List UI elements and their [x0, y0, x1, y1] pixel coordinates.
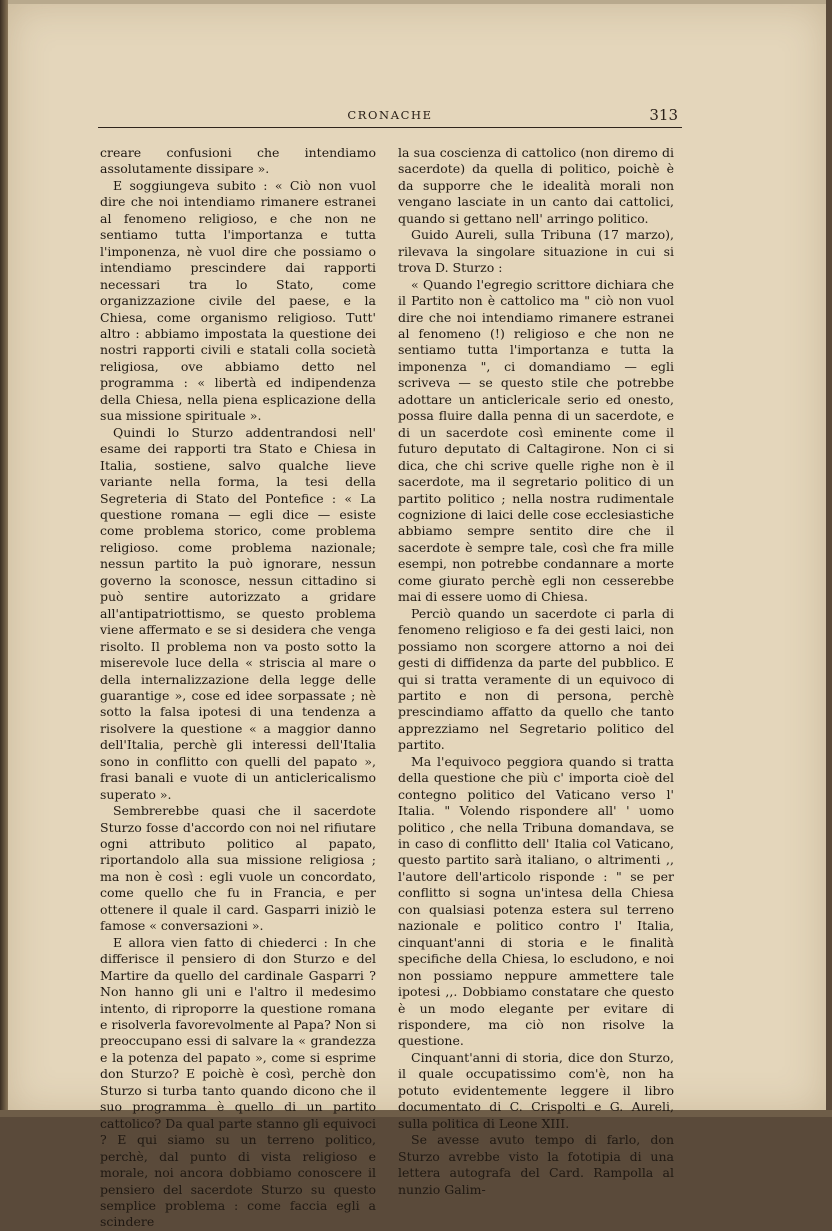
paragraph: Se avesse avuto tempo di farlo, don Sturzo avrebbe visto la fototipia di una lettera autografa del Card. Rampolla al nunzio Galim-: [398, 1132, 674, 1197]
paragraph: Guido Aureli, sulla Tribuna (17 marzo), rilevava la singolare situazione in cui si trova D. Sturzo :: [398, 227, 674, 276]
paragraph: Ma l'equivoco peggiora quando si tratta della questione che più c' importa cioè del contegno politico del Vaticano verso l' Italia. " Volendo rispondere all' ' uomo politico , che nella Tribuna domandava, se in caso di conflitto dell' Italia col Vaticano, questo partito sarà italiano, o altrimenti ,, l'autore dell'articolo risponde : " se per conflitto si sogna un'intesa della Chiesa con qualsiasi potenza estera sul terreno nazionale e politico contro l' Italia, cinquant'anni di storia e le finalità specifiche della Chiesa, lo escludono, e noi non possiamo neppure ammettere tale ipotesi ,,. Dobbiamo constatare che questo è un modo elegante per evitare di rispondere, ma ciò non risolve la questione.: [398, 753, 674, 1049]
paragraph: E soggiungeva subito : « Ciò non vuol dire che noi intendiamo rimanere estranei al fenomeno religioso, e che non ne sentiamo tutta l'importanza e tutta l'imponenza, nè vuol dire che possiamo o intendiamo prescindere dai rapporti necessari tra lo Stato, come organizzazione civile del paese, e la Chiesa, come organismo religioso. Tutt' altro : abbiamo impostata la questione dei nostri rapporti civili e statali colla società religiosa, ove abbiamo detto nel programma : « libertà ed indipendenza della Chiesa, nella piena esplicazione della sua missione spirituale ».: [100, 177, 376, 424]
paragraph: Perciò quando un sacerdote ci parla di fenomeno religioso e fa dei gesti laici, non possiamo non scorgere attorno a noi dei gesti di diffidenza da parte del pubblico. E qui si tratta veramente di un equivoco di partito e non di persona, perchè prescindiamo affatto da quello che tanto apprezziamo nel Segretario politico del partito.: [398, 605, 674, 753]
paragraph: Sembrerebbe quasi che il sacerdote Sturzo fosse d'accordo con noi nel rifiutare ogni attributo politico al papato, riportandolo alla sua missione religiosa ; ma non è così : egli vuole un concordato, come quello che fu in Francia, e per ottenere il quale il card. Gasparri iniziò le famose « conversazioni ».: [100, 803, 376, 934]
page-left-edge: [0, 0, 8, 1117]
paragraph: Quindi lo Sturzo addentrandosi nell' esame dei rapporti tra Stato e Chiesa in Italia, sostiene, salvo qualche lieve variante nella forma, la tesi della Segreteria di Stato del Pontefice : « La questione romana — egli dice — esiste come problema storico, come problema religioso. come problema nazionale; nessun partito la può ignorare, nessun governo la sconosce, nessun cittadino si può sentire autorizzato a gridare all'antipatriottismo, se questo problema viene affermato e se si desidera che venga risolto. Il problema non va posto sotto la miserevole luce della « striscia al mare o della internalizzazione della legge delle guarantige », cose ed idee sorpassate ; nè sotto la falsa ipotesi di una tendenza a risolvere la questione « a maggior danno dell'Italia, perchè gli interessi dell'Italia sono in conflitto con quelli del papato », frasi banali e vuote di un anticlericalismo superato ».: [100, 424, 376, 802]
paragraph: la sua coscienza di cattolico (non diremo di sacerdote) da quella di politico, poichè è da supporre che le idealità morali non vengano lasciate in un canto dai cattolici, quando si gettano nell' arringo politico.: [398, 145, 674, 226]
left-column: [100, 145, 376, 1231]
paragraph: creare confusioni che intendiamo assolutamente dissipare ».: [100, 145, 376, 177]
paragraph: Cinquant'anni di storia, dice don Sturzo, il quale occupatissimo com'è, non ha potuto evidentemente leggere il libro documentato di C. Crispolti e G. Aureli, sulla politica di Leone XIII.: [398, 1049, 674, 1131]
page-number: 313: [649, 106, 678, 124]
running-head: [98, 106, 682, 126]
right-column: [398, 145, 674, 1198]
paragraph: E allora vien fatto di chiederci : In che differisce il pensiero di don Sturzo e del Martire da quello del cardinale Gasparri ? Non hanno gli uni e l'altro il medesimo intento, di riproporre la questione romana e risolverla favorevolmente al Papa? Non si preoccupano essi di salvare la « grandezza e la potenza del papato », come si esprime don Sturzo? E poichè è così, perchè don Sturzo si turba tanto quando dicono che il suo programma è quello di un partito cattolico? Da qual parte stanno gli equivoci ? E qui siamo su un terreno politico, perchè, dal punto di vista religioso e morale, noi ancora dobbiamo conoscere il pensiero del sacerdote Sturzo su questo semplice problema : come faccia egli a scindere: [100, 934, 376, 1230]
running-title: CRONACHE: [347, 108, 433, 122]
paragraph: « Quando l'egregio scrittore dichiara che il Partito non è cattolico ma " ciò non vuol dire che noi intendiamo rimanere estranei al fenomeno (!) religioso e che non ne sentiamo tutta l'importanza e tutta la imponenza ", ci domandiamo — egli scriveva — se questo stile che potrebbe adottare un anticlericale serio ed onesto, possa fluire dalla penna di un sacerdote, e di un sacerdote così eminente come il futuro deputato di Caltagirone. Non ci si dica, che chi scrive quelle righe non è il sacerdote, ma il segretario politico di un partito politico ; nella nostra rudimentale cognizione di laici delle cose ecclesiastiche abbiamo sempre sentito dire che il sacerdote è sempre tale, così che fra mille esempi, non potrebbe condannare a morte come giurato perchè egli non cesserebbe mai di essere uomo di Chiesa.: [398, 276, 674, 605]
header-rule: [98, 127, 682, 128]
